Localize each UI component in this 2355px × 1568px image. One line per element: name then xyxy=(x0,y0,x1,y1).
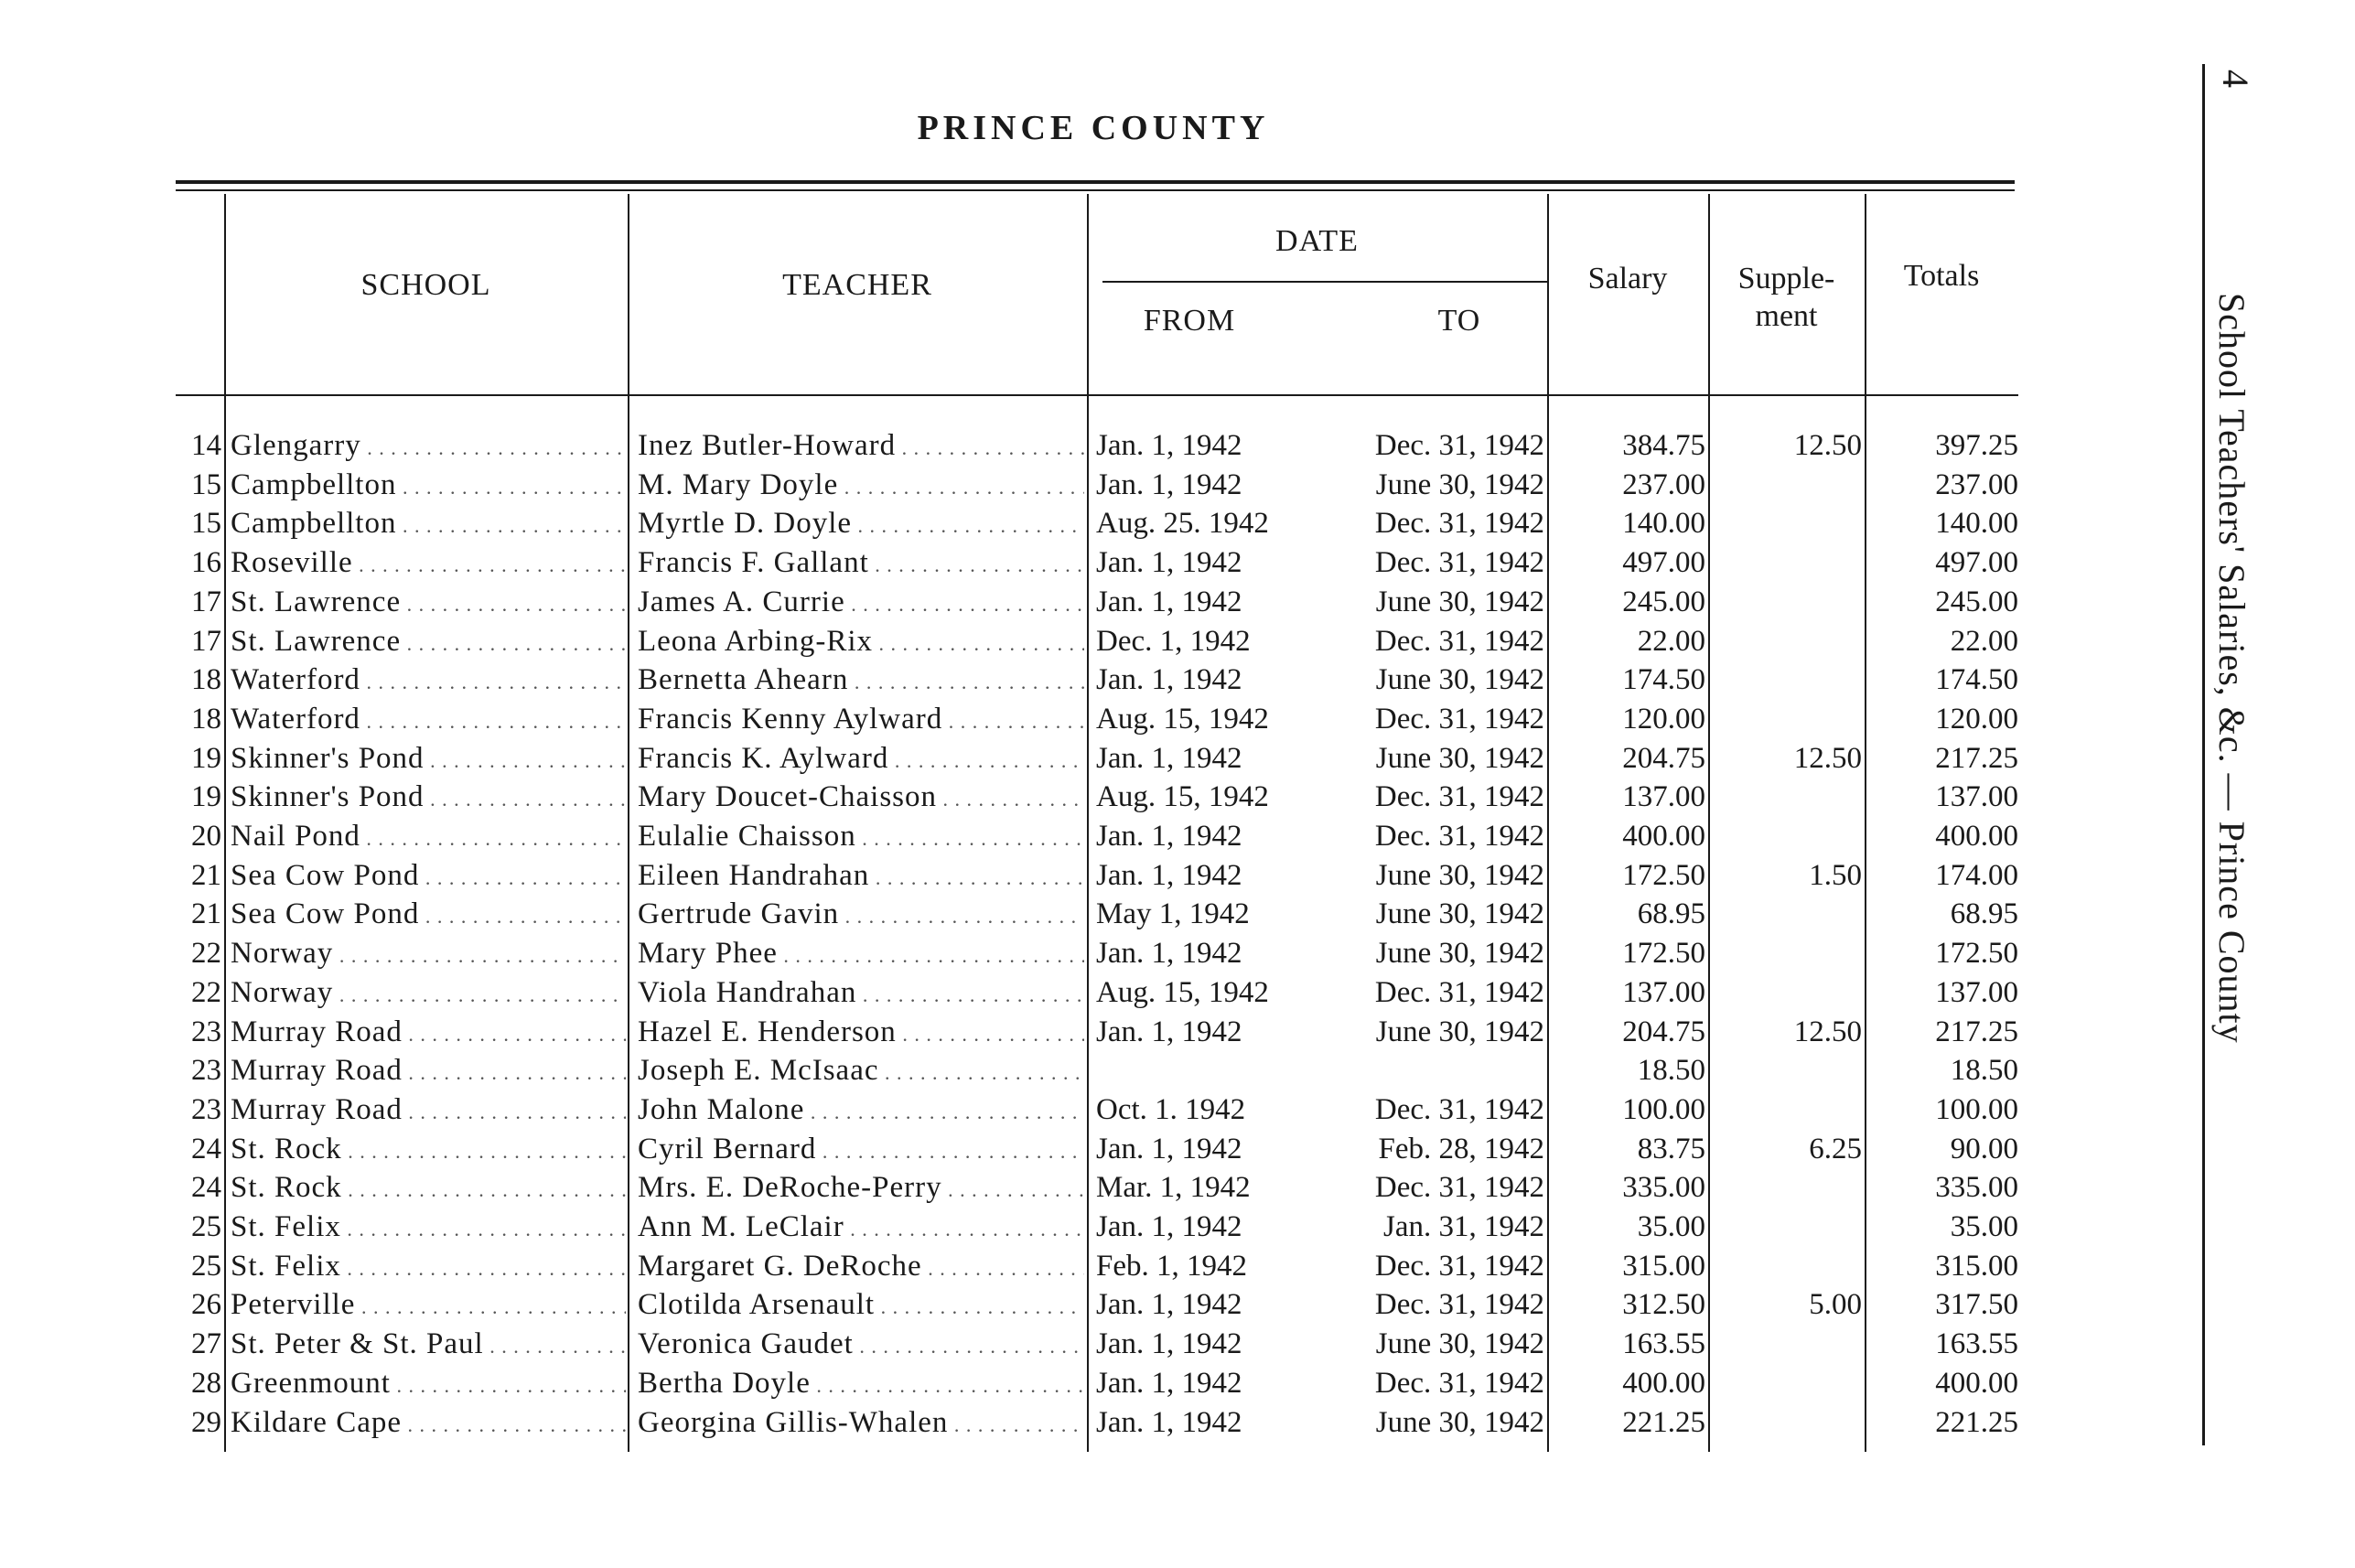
header-date: DATE xyxy=(1275,224,1359,258)
table-row xyxy=(0,739,2355,779)
teacher-name: Eulalie Chaisson . . . xyxy=(638,817,1084,858)
salary-value: 163.55 xyxy=(1622,1327,1705,1361)
header-from: FROM xyxy=(1143,304,1236,338)
school-name: Skinner's Pond . . . xyxy=(231,739,626,780)
table-row xyxy=(0,1130,2355,1169)
date-to: Jan. 31, 1942 xyxy=(1383,1210,1544,1243)
total-value: 68.95 xyxy=(1950,897,2018,931)
salary-value: 172.50 xyxy=(1622,937,1705,971)
salary-value: 497.00 xyxy=(1622,546,1705,580)
date-from: Jan. 1, 1942 xyxy=(1096,741,1242,775)
date-to: Dec. 31, 1942 xyxy=(1374,507,1544,541)
total-value: 174.00 xyxy=(1935,858,2018,892)
total-value: 497.00 xyxy=(1935,546,2018,580)
running-title: School Teachers' Salaries, &c. — Prince County xyxy=(2211,293,2253,1044)
school-number: 25 xyxy=(191,1249,221,1283)
teacher-name: Georgina Gillis-Whalen . . . xyxy=(638,1403,1084,1444)
school-name: Nail Pond . . . xyxy=(231,817,626,858)
teacher-name: Ann M. LeClair . . . xyxy=(638,1208,1084,1249)
page-number: 4 xyxy=(2215,70,2256,88)
total-value: 335.00 xyxy=(1935,1171,2018,1205)
table-row xyxy=(0,700,2355,739)
header-school: SCHOOL xyxy=(360,268,491,302)
school-name: St. Felix . . . xyxy=(231,1208,626,1249)
table-row xyxy=(0,504,2355,543)
teacher-name: James A. Currie . . . xyxy=(638,583,1084,624)
total-value: 100.00 xyxy=(1935,1092,2018,1126)
teacher-name: Bertha Doyle . . . xyxy=(638,1364,1084,1405)
teacher-name: M. Mary Doyle . . . xyxy=(638,466,1084,507)
date-from: Jan. 1, 1942 xyxy=(1096,1288,1242,1322)
date-to: June 30, 1942 xyxy=(1375,1015,1544,1048)
table-row xyxy=(0,426,2355,466)
salary-value: 204.75 xyxy=(1622,1015,1705,1048)
school-number: 25 xyxy=(191,1210,221,1243)
date-from: Jan. 1, 1942 xyxy=(1096,858,1242,892)
date-to: Dec. 31, 1942 xyxy=(1374,780,1544,814)
salary-value: 22.00 xyxy=(1637,624,1705,658)
supplement-value: 1.50 xyxy=(1809,858,1862,892)
date-from: Jan. 1, 1942 xyxy=(1096,1015,1242,1048)
salary-value: 18.50 xyxy=(1637,1054,1705,1088)
total-value: 174.50 xyxy=(1935,663,2018,697)
supplement-value: 5.00 xyxy=(1809,1288,1862,1322)
date-from: Mar. 1, 1942 xyxy=(1096,1171,1251,1205)
school-number: 26 xyxy=(191,1288,221,1322)
total-value: 140.00 xyxy=(1935,507,2018,541)
school-name: Peterville . . . xyxy=(231,1285,626,1326)
date-to: June 30, 1942 xyxy=(1375,741,1544,775)
salary-value: 335.00 xyxy=(1622,1171,1705,1205)
teacher-name: Cyril Bernard . . . xyxy=(638,1130,1084,1171)
date-to: Dec. 31, 1942 xyxy=(1374,624,1544,658)
teacher-name: Francis K. Aylward . . . xyxy=(638,739,1084,780)
date-to: June 30, 1942 xyxy=(1375,585,1544,618)
date-from: Oct. 1. 1942 xyxy=(1096,1092,1246,1126)
table-row xyxy=(0,856,2355,896)
date-from: Jan. 1, 1942 xyxy=(1096,546,1242,580)
date-to: Dec. 31, 1942 xyxy=(1374,975,1544,1009)
table-row xyxy=(0,660,2355,700)
date-from: Jan. 1, 1942 xyxy=(1096,585,1242,618)
teacher-name: Bernetta Ahearn . . . xyxy=(638,660,1084,702)
salary-value: 245.00 xyxy=(1622,585,1705,618)
teacher-name: Francis F. Gallant . . . xyxy=(638,543,1084,585)
school-name: Norway . . . xyxy=(231,973,626,1015)
salary-value: 312.50 xyxy=(1622,1288,1705,1322)
school-number: 20 xyxy=(191,820,221,853)
school-number: 24 xyxy=(191,1132,221,1165)
school-name: Glengarry . . . xyxy=(231,426,626,467)
page-title: PRINCE COUNTY xyxy=(917,109,1270,147)
date-from: Jan. 1, 1942 xyxy=(1096,1405,1242,1439)
date-from: Jan. 1, 1942 xyxy=(1096,820,1242,853)
total-value: 172.50 xyxy=(1935,937,2018,971)
school-number: 28 xyxy=(191,1366,221,1400)
table-row xyxy=(0,1208,2355,1247)
salary-value: 35.00 xyxy=(1637,1210,1705,1243)
table-row xyxy=(0,1051,2355,1090)
school-number: 18 xyxy=(191,702,221,736)
salary-value: 137.00 xyxy=(1622,780,1705,814)
school-name: Campbellton . . . xyxy=(231,466,626,507)
school-number: 17 xyxy=(191,624,221,658)
date-from: Jan. 1, 1942 xyxy=(1096,1327,1242,1361)
table-row xyxy=(0,895,2355,934)
date-to: June 30, 1942 xyxy=(1375,897,1544,931)
total-value: 217.25 xyxy=(1935,741,2018,775)
total-value: 137.00 xyxy=(1935,780,2018,814)
total-value: 315.00 xyxy=(1935,1249,2018,1283)
table-row xyxy=(0,973,2355,1013)
supplement-value: 12.50 xyxy=(1793,429,1862,462)
date-to: June 30, 1942 xyxy=(1375,1405,1544,1439)
table-row xyxy=(0,543,2355,583)
school-number: 24 xyxy=(191,1171,221,1205)
total-value: 137.00 xyxy=(1935,975,2018,1009)
school-name: Campbellton . . . xyxy=(231,504,626,545)
date-from: Jan. 1, 1942 xyxy=(1096,1132,1242,1165)
date-to: June 30, 1942 xyxy=(1375,858,1544,892)
supplement-value: 6.25 xyxy=(1809,1132,1862,1165)
teacher-name: Leona Arbing-Rix . . . xyxy=(638,622,1084,663)
salary-value: 384.75 xyxy=(1622,429,1705,462)
school-name: St. Rock . . . xyxy=(231,1130,626,1171)
table-row xyxy=(0,1325,2355,1364)
school-number: 22 xyxy=(191,937,221,971)
date-from: Jan. 1, 1942 xyxy=(1096,429,1242,462)
header-totals: Totals xyxy=(1903,259,1980,293)
school-name: Waterford . . . xyxy=(231,660,626,702)
header-salary: Salary xyxy=(1587,262,1668,295)
supplement-value: 12.50 xyxy=(1793,1015,1862,1048)
school-name: Murray Road . . . xyxy=(231,1051,626,1092)
date-to: Dec. 31, 1942 xyxy=(1374,1171,1544,1205)
total-value: 245.00 xyxy=(1935,585,2018,618)
total-value: 35.00 xyxy=(1950,1210,2018,1243)
table-row xyxy=(0,1403,2355,1443)
header-to: TO xyxy=(1437,304,1481,338)
school-number: 21 xyxy=(191,897,221,931)
school-name: Greenmount . . . xyxy=(231,1364,626,1405)
school-number: 23 xyxy=(191,1015,221,1048)
school-number: 23 xyxy=(191,1092,221,1126)
date-to: Dec. 31, 1942 xyxy=(1374,1288,1544,1322)
school-number: 19 xyxy=(191,741,221,775)
teacher-name: John Malone . . . xyxy=(638,1090,1084,1132)
salary-value: 120.00 xyxy=(1622,702,1705,736)
table-row xyxy=(0,622,2355,661)
school-name: Roseville . . . xyxy=(231,543,626,585)
date-from: Jan. 1, 1942 xyxy=(1096,1210,1242,1243)
school-number: 15 xyxy=(191,467,221,501)
table-row xyxy=(0,817,2355,856)
school-number: 23 xyxy=(191,1054,221,1088)
total-value: 120.00 xyxy=(1935,702,2018,736)
supplement-value: 12.50 xyxy=(1793,741,1862,775)
school-name: St. Felix . . . xyxy=(231,1247,626,1288)
school-name: St. Peter & St. Paul . . . xyxy=(231,1325,626,1366)
school-number: 29 xyxy=(191,1405,221,1439)
header-supplement-line2: ment xyxy=(1755,299,1818,333)
teacher-name: Inez Butler-Howard . . . xyxy=(638,426,1084,467)
school-number: 17 xyxy=(191,585,221,618)
total-value: 397.25 xyxy=(1935,429,2018,462)
teacher-name: Veronica Gaudet . . . xyxy=(638,1325,1084,1366)
total-value: 400.00 xyxy=(1935,820,2018,853)
total-value: 22.00 xyxy=(1950,624,2018,658)
date-from: Aug. 15, 1942 xyxy=(1096,780,1269,814)
teacher-name: Gertrude Gavin . . . xyxy=(638,895,1084,936)
date-to: Dec. 31, 1942 xyxy=(1374,820,1544,853)
date-from: Jan. 1, 1942 xyxy=(1096,937,1242,971)
total-value: 217.25 xyxy=(1935,1015,2018,1048)
school-name: Skinner's Pond . . . xyxy=(231,778,626,819)
table-row xyxy=(0,1013,2355,1052)
school-name: Sea Cow Pond . . . xyxy=(231,895,626,936)
date-to: Dec. 31, 1942 xyxy=(1374,1366,1544,1400)
school-name: Murray Road . . . xyxy=(231,1013,626,1054)
date-to: Feb. 28, 1942 xyxy=(1378,1132,1544,1165)
total-value: 317.50 xyxy=(1935,1288,2018,1322)
table-row xyxy=(0,583,2355,622)
teacher-name: Joseph E. McIsaac . . . xyxy=(638,1051,1084,1092)
school-name: Murray Road . . . xyxy=(231,1090,626,1132)
teacher-name: Eileen Handrahan . . . xyxy=(638,856,1084,897)
date-from: Aug. 15, 1942 xyxy=(1096,702,1269,736)
table-row xyxy=(0,466,2355,505)
total-value: 400.00 xyxy=(1935,1366,2018,1400)
total-value: 237.00 xyxy=(1935,467,2018,501)
school-name: Norway . . . xyxy=(231,934,626,975)
school-name: Kildare Cape . . . xyxy=(231,1403,626,1444)
salary-value: 83.75 xyxy=(1637,1132,1705,1165)
teacher-name: Viola Handrahan . . . xyxy=(638,973,1084,1015)
salary-value: 172.50 xyxy=(1622,858,1705,892)
table-row xyxy=(0,778,2355,817)
date-from: Jan. 1, 1942 xyxy=(1096,467,1242,501)
salary-value: 68.95 xyxy=(1637,897,1705,931)
date-from: Aug. 25. 1942 xyxy=(1096,507,1269,541)
total-value: 163.55 xyxy=(1935,1327,2018,1361)
date-to: Dec. 31, 1942 xyxy=(1374,1092,1544,1126)
date-from: Jan. 1, 1942 xyxy=(1096,1366,1242,1400)
teacher-name: Mary Phee . . . xyxy=(638,934,1084,975)
total-value: 18.50 xyxy=(1950,1054,2018,1088)
margin-rule xyxy=(2202,64,2205,1445)
salary-value: 140.00 xyxy=(1622,507,1705,541)
teacher-name: Hazel E. Henderson . . . xyxy=(638,1013,1084,1054)
school-name: St. Lawrence . . . xyxy=(231,583,626,624)
school-number: 14 xyxy=(191,429,221,462)
date-to: June 30, 1942 xyxy=(1375,1327,1544,1361)
date-from: Dec. 1, 1942 xyxy=(1096,624,1251,658)
school-number: 18 xyxy=(191,663,221,697)
school-name: Waterford . . . xyxy=(231,700,626,741)
teacher-name: Francis Kenny Aylward . . . xyxy=(638,700,1084,741)
salary-value: 237.00 xyxy=(1622,467,1705,501)
table-row xyxy=(0,1364,2355,1403)
school-number: 15 xyxy=(191,507,221,541)
salary-value: 204.75 xyxy=(1622,741,1705,775)
table-row xyxy=(0,1090,2355,1130)
date-to: Dec. 31, 1942 xyxy=(1374,429,1544,462)
table-row xyxy=(0,1285,2355,1325)
date-to: Dec. 31, 1942 xyxy=(1374,1249,1544,1283)
date-to: June 30, 1942 xyxy=(1375,663,1544,697)
table-row xyxy=(0,934,2355,973)
teacher-name: Clotilda Arsenault . . . xyxy=(638,1285,1084,1326)
date-to: Dec. 31, 1942 xyxy=(1374,546,1544,580)
date-from: Feb. 1, 1942 xyxy=(1096,1249,1247,1283)
school-number: 19 xyxy=(191,780,221,814)
date-to: June 30, 1942 xyxy=(1375,467,1544,501)
salary-value: 400.00 xyxy=(1622,820,1705,853)
header-teacher: TEACHER xyxy=(782,268,932,302)
school-number: 27 xyxy=(191,1327,221,1361)
total-value: 221.25 xyxy=(1935,1405,2018,1439)
teacher-name: Margaret G. DeRoche . . . xyxy=(638,1247,1084,1288)
date-to: June 30, 1942 xyxy=(1375,937,1544,971)
school-number: 16 xyxy=(191,546,221,580)
date-from: Jan. 1, 1942 xyxy=(1096,663,1242,697)
date-from: Aug. 15, 1942 xyxy=(1096,975,1269,1009)
salary-value: 137.00 xyxy=(1622,975,1705,1009)
teacher-name: Myrtle D. Doyle . . . xyxy=(638,504,1084,545)
school-name: Sea Cow Pond . . . xyxy=(231,856,626,897)
teacher-name: Mary Doucet-Chaisson . . . xyxy=(638,778,1084,819)
salary-value: 174.50 xyxy=(1622,663,1705,697)
salary-value: 315.00 xyxy=(1622,1249,1705,1283)
salary-value: 400.00 xyxy=(1622,1366,1705,1400)
salary-value: 221.25 xyxy=(1622,1405,1705,1439)
total-value: 90.00 xyxy=(1950,1132,2018,1165)
salary-value: 100.00 xyxy=(1622,1092,1705,1126)
table-row xyxy=(0,1247,2355,1286)
school-number: 22 xyxy=(191,975,221,1009)
date-to: Dec. 31, 1942 xyxy=(1374,702,1544,736)
header-supplement-line1: Supple- xyxy=(1737,262,1835,295)
date-from: May 1, 1942 xyxy=(1096,897,1250,931)
teacher-name: Mrs. E. DeRoche-Perry . . . xyxy=(638,1168,1084,1209)
school-name: St. Rock . . . xyxy=(231,1168,626,1209)
table-row xyxy=(0,1168,2355,1208)
school-name: St. Lawrence . . . xyxy=(231,622,626,663)
school-number: 21 xyxy=(191,858,221,892)
